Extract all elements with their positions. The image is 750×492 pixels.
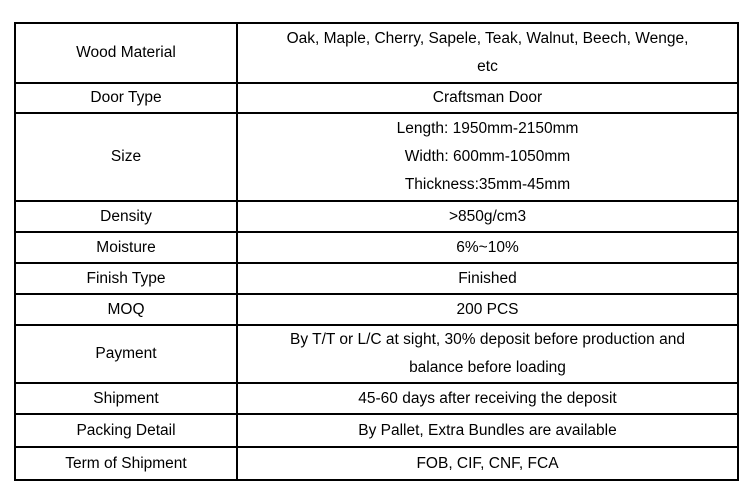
- value-line: Oak, Maple, Cherry, Sapele, Teak, Walnut, Beech, Wenge,: [286, 30, 689, 47]
- row-label-payment: Payment: [15, 325, 237, 383]
- value-line: Craftsman Door: [432, 89, 543, 106]
- table-row: [15, 113, 738, 201]
- row-value-door-type: [237, 83, 738, 113]
- row-label-shipment: Shipment: [15, 383, 237, 414]
- value-line: Finished: [458, 269, 517, 287]
- value-line: 45-60 days after receiving the deposit: [358, 389, 617, 407]
- value-line: >850g/cm3: [448, 207, 527, 225]
- value-line: FOB, CIF, CNF, FCA: [416, 454, 559, 472]
- value-line: Width: 600mm-1050mm: [404, 148, 571, 165]
- row-value-shipment: [237, 383, 738, 414]
- product-spec-section: [14, 22, 737, 481]
- value-line: 200 PCS: [456, 300, 519, 318]
- value-line: Length: 1950mm-2150mm: [396, 120, 579, 137]
- value-line: Thickness:35mm-45mm: [404, 176, 571, 193]
- row-value-moisture: [237, 232, 738, 263]
- value-line: 6%~10%: [456, 238, 519, 256]
- row-value-wood-material: [237, 23, 738, 83]
- row-label-density: Density: [15, 201, 237, 232]
- value-line: By T/T or L/C at sight, 30% deposit before production and: [290, 331, 685, 348]
- row-label-term-of-shipment: Term of Shipment: [15, 447, 237, 480]
- value-line: By Pallet, Extra Bundles are available: [358, 421, 617, 439]
- table-row: [15, 325, 738, 383]
- row-value-moq: [237, 294, 738, 325]
- row-label-finish-type: Finish Type: [15, 263, 237, 294]
- row-value-density: [237, 201, 738, 232]
- value-line: balance before loading: [409, 359, 566, 376]
- row-label-moisture: Moisture: [15, 232, 237, 263]
- table-row: [15, 201, 738, 232]
- row-label-door-type: Door Type: [15, 83, 237, 113]
- row-value-payment: [237, 325, 738, 383]
- row-value-finish-type: [237, 263, 738, 294]
- row-value-term-of-shipment: [237, 447, 738, 480]
- table-row: [15, 447, 738, 480]
- product-spec-table: [14, 22, 739, 481]
- row-value-size: [237, 113, 738, 201]
- table-row: [15, 83, 738, 113]
- table-row: [15, 23, 738, 83]
- row-label-wood-material: Wood Material: [15, 23, 237, 83]
- row-label-size: Size: [15, 113, 237, 201]
- table-row: [15, 294, 738, 325]
- value-line: etc: [477, 58, 498, 75]
- table-row: [15, 263, 738, 294]
- row-label-packing-detail: Packing Detail: [15, 414, 237, 447]
- table-row: [15, 414, 738, 447]
- row-value-packing-detail: [237, 414, 738, 447]
- table-row: [15, 383, 738, 414]
- table-row: [15, 232, 738, 263]
- row-label-moq: MOQ: [15, 294, 237, 325]
